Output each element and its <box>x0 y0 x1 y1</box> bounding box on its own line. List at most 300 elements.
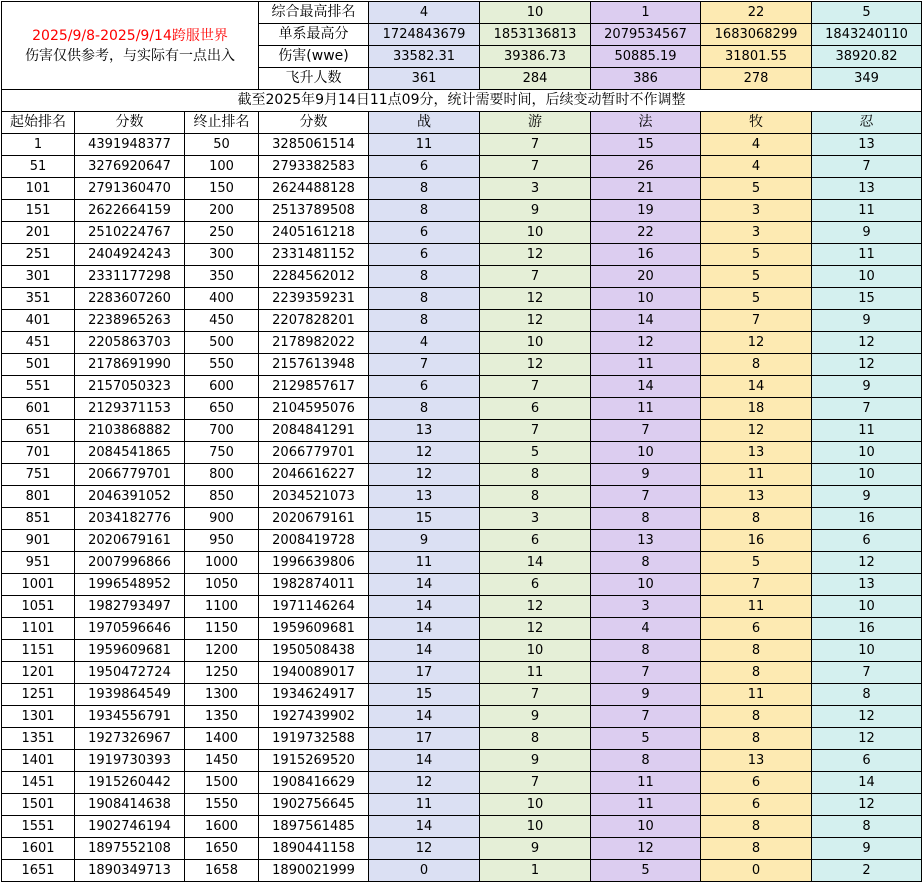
table-row <box>2 684 922 706</box>
table-cell: 12 <box>369 464 480 486</box>
table-cell: 2404924243 <box>75 244 185 266</box>
table-cell: 1658 <box>185 860 259 882</box>
table-cell: 22 <box>591 222 701 244</box>
table-cell: 8 <box>701 640 812 662</box>
table-cell: 1201 <box>2 662 75 684</box>
summary-cell: 2079534567 <box>591 24 701 46</box>
table-row <box>2 750 922 772</box>
table-cell: 2129371153 <box>75 398 185 420</box>
table-cell: 1 <box>2 134 75 156</box>
table-row <box>2 662 922 684</box>
table-cell: 10 <box>812 640 922 662</box>
table-cell: 1902756645 <box>259 794 369 816</box>
summary-cell: 1683068299 <box>701 24 812 46</box>
table-cell: 2084841291 <box>259 420 369 442</box>
table-cell: 5 <box>591 728 701 750</box>
table-cell: 11 <box>591 794 701 816</box>
table-cell: 2066779701 <box>259 442 369 464</box>
table-cell: 3 <box>701 200 812 222</box>
table-cell: 13 <box>701 442 812 464</box>
table-cell: 7 <box>591 662 701 684</box>
table-cell: 7 <box>369 354 480 376</box>
table-cell: 1927439902 <box>259 706 369 728</box>
table-cell: 2 <box>812 860 922 882</box>
table-cell: 8 <box>369 398 480 420</box>
table-cell: 1970596646 <box>75 618 185 640</box>
summary-cell: 10 <box>480 2 591 24</box>
table-cell: 10 <box>591 816 701 838</box>
table-cell: 5 <box>591 860 701 882</box>
table-row <box>2 288 922 310</box>
table-cell: 1934556791 <box>75 706 185 728</box>
table-cell: 51 <box>2 156 75 178</box>
table-cell: 450 <box>185 310 259 332</box>
table-cell: 2793382583 <box>259 156 369 178</box>
summary-label: 单系最高分 <box>259 24 369 46</box>
table-row <box>2 222 922 244</box>
table-row <box>2 442 922 464</box>
disclaimer-note: 伤害仅供参考，与实际有一点出入 <box>25 47 235 64</box>
table-row <box>2 794 922 816</box>
table-cell: 13 <box>812 178 922 200</box>
table-cell: 2104595076 <box>259 398 369 420</box>
table-cell: 14 <box>369 596 480 618</box>
table-cell: 2331481152 <box>259 244 369 266</box>
table-cell: 9 <box>812 376 922 398</box>
table-row <box>2 156 922 178</box>
table-cell: 17 <box>369 662 480 684</box>
table-cell: 250 <box>185 222 259 244</box>
table-cell: 451 <box>2 332 75 354</box>
table-cell: 9 <box>480 750 591 772</box>
summary-cell: 39386.73 <box>480 46 591 68</box>
table-cell: 501 <box>2 354 75 376</box>
table-cell: 8 <box>701 662 812 684</box>
table-cell: 14 <box>701 376 812 398</box>
summary-cell: 1 <box>591 2 701 24</box>
table-cell: 5 <box>701 266 812 288</box>
table-cell: 1982874011 <box>259 574 369 596</box>
table-cell: 1908416629 <box>259 772 369 794</box>
table-cell: 11 <box>701 684 812 706</box>
table-row <box>2 134 922 156</box>
table-cell: 901 <box>2 530 75 552</box>
summary-cell: 22 <box>701 2 812 24</box>
table-cell: 16 <box>812 618 922 640</box>
table-cell: 2046391052 <box>75 486 185 508</box>
table-cell: 1250 <box>185 662 259 684</box>
table-row <box>2 420 922 442</box>
table-cell: 14 <box>591 376 701 398</box>
table-cell: 151 <box>2 200 75 222</box>
summary-cell: 50885.19 <box>591 46 701 68</box>
table-cell: 1908414638 <box>75 794 185 816</box>
table-cell: 6 <box>701 772 812 794</box>
table-cell: 1897561485 <box>259 816 369 838</box>
table-cell: 15 <box>591 134 701 156</box>
table-cell: 1915260442 <box>75 772 185 794</box>
table-cell: 5 <box>701 288 812 310</box>
table-cell: 1897552108 <box>75 838 185 860</box>
column-header: 分数 <box>259 112 369 134</box>
summary-cell: 31801.55 <box>701 46 812 68</box>
table-cell: 14 <box>369 640 480 662</box>
summary-cell: 4 <box>369 2 480 24</box>
table-cell: 0 <box>701 860 812 882</box>
table-cell: 550 <box>185 354 259 376</box>
table-cell: 7 <box>812 398 922 420</box>
table-cell: 951 <box>2 552 75 574</box>
summary-cell: 278 <box>701 68 812 90</box>
table-cell: 7 <box>480 376 591 398</box>
table-cell: 2178691990 <box>75 354 185 376</box>
table-cell: 8 <box>480 486 591 508</box>
table-cell: 201 <box>2 222 75 244</box>
table-cell: 1001 <box>2 574 75 596</box>
table-cell: 6 <box>480 398 591 420</box>
table-cell: 12 <box>369 442 480 464</box>
summary-cell: 38920.82 <box>812 46 922 68</box>
table-cell: 8 <box>369 178 480 200</box>
table-cell: 9 <box>812 222 922 244</box>
table-cell: 1251 <box>2 684 75 706</box>
table-cell: 2513789508 <box>259 200 369 222</box>
table-cell: 2008419728 <box>259 530 369 552</box>
table-cell: 14 <box>812 772 922 794</box>
table-cell: 851 <box>2 508 75 530</box>
table-cell: 11 <box>701 464 812 486</box>
table-cell: 2084541865 <box>75 442 185 464</box>
table-cell: 1919732588 <box>259 728 369 750</box>
table-cell: 14 <box>480 552 591 574</box>
table-cell: 7 <box>591 706 701 728</box>
table-cell: 600 <box>185 376 259 398</box>
table-cell: 13 <box>369 486 480 508</box>
table-cell: 301 <box>2 266 75 288</box>
table-cell: 1151 <box>2 640 75 662</box>
table-cell: 1101 <box>2 618 75 640</box>
table-cell: 12 <box>701 332 812 354</box>
table-cell: 0 <box>369 860 480 882</box>
table-cell: 1982793497 <box>75 596 185 618</box>
table-cell: 401 <box>2 310 75 332</box>
table-cell: 11 <box>369 794 480 816</box>
table-cell: 9 <box>591 464 701 486</box>
table-cell: 19 <box>591 200 701 222</box>
table-cell: 3 <box>480 508 591 530</box>
table-cell: 300 <box>185 244 259 266</box>
table-row <box>2 552 922 574</box>
summary-label: 伤害(wwe) <box>259 46 369 68</box>
table-cell: 1 <box>480 860 591 882</box>
summary-cell: 1724843679 <box>369 24 480 46</box>
summary-cell: 361 <box>369 68 480 90</box>
table-cell: 7 <box>701 574 812 596</box>
table-row <box>2 200 922 222</box>
table-cell: 1501 <box>2 794 75 816</box>
table-cell: 3285061514 <box>259 134 369 156</box>
column-header: 法 <box>591 112 701 134</box>
table-cell: 8 <box>591 750 701 772</box>
table-cell: 1650 <box>185 838 259 860</box>
table-cell: 8 <box>701 728 812 750</box>
table-cell: 9 <box>369 530 480 552</box>
table-cell: 900 <box>185 508 259 530</box>
table-cell: 6 <box>812 530 922 552</box>
table-cell: 12 <box>480 310 591 332</box>
table-cell: 15 <box>369 684 480 706</box>
table-cell: 8 <box>812 684 922 706</box>
table-cell: 1351 <box>2 728 75 750</box>
table-row <box>2 508 922 530</box>
table-cell: 551 <box>2 376 75 398</box>
table-cell: 5 <box>701 244 812 266</box>
table-cell: 13 <box>812 574 922 596</box>
table-cell: 18 <box>701 398 812 420</box>
table-cell: 7 <box>480 156 591 178</box>
table-cell: 12 <box>812 706 922 728</box>
table-cell: 3 <box>701 222 812 244</box>
table-cell: 8 <box>480 464 591 486</box>
table-cell: 12 <box>701 420 812 442</box>
table-row <box>2 178 922 200</box>
table-cell: 4 <box>369 332 480 354</box>
table-cell: 12 <box>480 354 591 376</box>
table-cell: 8 <box>591 552 701 574</box>
summary-label: 综合最高排名 <box>259 2 369 24</box>
table-cell: 6 <box>701 794 812 816</box>
table-cell: 12 <box>480 288 591 310</box>
table-cell: 2066779701 <box>75 464 185 486</box>
table-cell: 9 <box>812 310 922 332</box>
summary-cell: 1853136813 <box>480 24 591 46</box>
table-cell: 10 <box>480 332 591 354</box>
table-cell: 12 <box>591 838 701 860</box>
table-cell: 950 <box>185 530 259 552</box>
table-cell: 1940089017 <box>259 662 369 684</box>
table-cell: 2791360470 <box>75 178 185 200</box>
table-cell: 12 <box>812 794 922 816</box>
table-row <box>2 266 922 288</box>
title-cell <box>2 2 259 90</box>
table-cell: 1934624917 <box>259 684 369 706</box>
table-cell: 26 <box>591 156 701 178</box>
column-header: 分数 <box>75 112 185 134</box>
table-cell: 13 <box>369 420 480 442</box>
table-cell: 2284562012 <box>259 266 369 288</box>
table-cell: 3276920647 <box>75 156 185 178</box>
table-row <box>2 354 922 376</box>
table-row <box>2 244 922 266</box>
table-cell: 4 <box>701 134 812 156</box>
table-cell: 6 <box>369 376 480 398</box>
table-cell: 7 <box>480 266 591 288</box>
table-cell: 17 <box>369 728 480 750</box>
table-cell: 14 <box>369 574 480 596</box>
table-cell: 14 <box>369 750 480 772</box>
table-cell: 1601 <box>2 838 75 860</box>
table-cell: 10 <box>591 442 701 464</box>
table-cell: 2205863703 <box>75 332 185 354</box>
table-cell: 1600 <box>185 816 259 838</box>
date-range-title: 2025/9/8-2025/9/14跨服世界 <box>32 27 228 44</box>
table-cell: 2331177298 <box>75 266 185 288</box>
table-cell: 7 <box>480 420 591 442</box>
table-cell: 11 <box>701 596 812 618</box>
table-cell: 2207828201 <box>259 310 369 332</box>
table-cell: 1959609681 <box>259 618 369 640</box>
table-row <box>2 530 922 552</box>
table-cell: 11 <box>591 772 701 794</box>
table-cell: 1000 <box>185 552 259 574</box>
table-cell: 11 <box>369 134 480 156</box>
summary-cell: 1843240110 <box>812 24 922 46</box>
table-cell: 7 <box>480 772 591 794</box>
table-cell: 7 <box>480 134 591 156</box>
table-cell: 12 <box>812 332 922 354</box>
table-cell: 50 <box>185 134 259 156</box>
table-row <box>2 816 922 838</box>
table-cell: 1551 <box>2 816 75 838</box>
table-cell: 11 <box>591 354 701 376</box>
table-cell: 651 <box>2 420 75 442</box>
table-cell: 12 <box>480 244 591 266</box>
summary-section <box>2 2 922 134</box>
table-cell: 10 <box>480 794 591 816</box>
table-row <box>2 464 922 486</box>
ranking-rows <box>2 134 922 882</box>
table-cell: 1100 <box>185 596 259 618</box>
table-cell: 10 <box>480 816 591 838</box>
table-cell: 12 <box>591 332 701 354</box>
table-cell: 10 <box>812 442 922 464</box>
table-cell: 200 <box>185 200 259 222</box>
table-cell: 8 <box>701 838 812 860</box>
table-cell: 2238965263 <box>75 310 185 332</box>
table-cell: 6 <box>369 156 480 178</box>
table-cell: 15 <box>812 288 922 310</box>
table-cell: 1500 <box>185 772 259 794</box>
table-cell: 251 <box>2 244 75 266</box>
table-cell: 8 <box>701 354 812 376</box>
table-cell: 1996639806 <box>259 552 369 574</box>
table-cell: 12 <box>812 552 922 574</box>
table-cell: 8 <box>369 266 480 288</box>
table-cell: 1450 <box>185 750 259 772</box>
table-cell: 8 <box>591 508 701 530</box>
table-cell: 101 <box>2 178 75 200</box>
table-cell: 1401 <box>2 750 75 772</box>
table-cell: 2157050323 <box>75 376 185 398</box>
table-row <box>2 398 922 420</box>
table-cell: 601 <box>2 398 75 420</box>
table-cell: 7 <box>480 684 591 706</box>
table-cell: 7 <box>812 156 922 178</box>
table-cell: 1902746194 <box>75 816 185 838</box>
table-cell: 1451 <box>2 772 75 794</box>
table-cell: 1150 <box>185 618 259 640</box>
table-cell: 2020679161 <box>259 508 369 530</box>
table-cell: 2405161218 <box>259 222 369 244</box>
table-cell: 1051 <box>2 596 75 618</box>
table-cell: 11 <box>812 244 922 266</box>
table-cell: 2239359231 <box>259 288 369 310</box>
table-cell: 6 <box>480 574 591 596</box>
table-cell: 2103868882 <box>75 420 185 442</box>
table-cell: 16 <box>591 244 701 266</box>
table-cell: 1890441158 <box>259 838 369 860</box>
table-cell: 10 <box>591 288 701 310</box>
table-cell: 13 <box>701 750 812 772</box>
table-cell: 1939864549 <box>75 684 185 706</box>
table-cell: 2034182776 <box>75 508 185 530</box>
table-row <box>2 640 922 662</box>
table-row <box>2 376 922 398</box>
table-cell: 14 <box>369 816 480 838</box>
column-header-row <box>2 112 922 134</box>
table-cell: 20 <box>591 266 701 288</box>
table-cell: 8 <box>480 728 591 750</box>
table-cell: 12 <box>369 838 480 860</box>
table-cell: 9 <box>480 706 591 728</box>
table-cell: 801 <box>2 486 75 508</box>
summary-label: 飞升人数 <box>259 68 369 90</box>
table-row <box>2 728 922 750</box>
table-row <box>2 332 922 354</box>
table-cell: 5 <box>701 178 812 200</box>
table-cell: 11 <box>591 398 701 420</box>
table-cell: 7 <box>701 310 812 332</box>
summary-cell: 349 <box>812 68 922 90</box>
table-cell: 11 <box>480 662 591 684</box>
table-cell: 1971146264 <box>259 596 369 618</box>
table-cell: 1959609681 <box>75 640 185 662</box>
table-cell: 5 <box>701 552 812 574</box>
table-cell: 16 <box>701 530 812 552</box>
table-cell: 13 <box>591 530 701 552</box>
table-cell: 9 <box>812 838 922 860</box>
table-cell: 14 <box>369 706 480 728</box>
table-cell: 4 <box>591 618 701 640</box>
table-cell: 8 <box>701 706 812 728</box>
table-cell: 2046616227 <box>259 464 369 486</box>
table-cell: 1200 <box>185 640 259 662</box>
table-cell: 8 <box>369 200 480 222</box>
table-cell: 10 <box>480 640 591 662</box>
table-row <box>2 838 922 860</box>
table-cell: 1300 <box>185 684 259 706</box>
table-cell: 1550 <box>185 794 259 816</box>
table-cell: 9 <box>480 200 591 222</box>
table-cell: 1651 <box>2 860 75 882</box>
table-cell: 10 <box>812 464 922 486</box>
table-cell: 7 <box>591 420 701 442</box>
table-row <box>2 706 922 728</box>
table-cell: 1950472724 <box>75 662 185 684</box>
table-cell: 12 <box>480 596 591 618</box>
table-cell: 2178982022 <box>259 332 369 354</box>
column-header: 战 <box>369 112 480 134</box>
table-cell: 10 <box>591 574 701 596</box>
table-cell: 10 <box>812 266 922 288</box>
table-cell: 7 <box>812 662 922 684</box>
table-row <box>2 618 922 640</box>
table-cell: 8 <box>369 288 480 310</box>
summary-cell: 33582.31 <box>369 46 480 68</box>
table-cell: 1927326967 <box>75 728 185 750</box>
table-cell: 800 <box>185 464 259 486</box>
table-cell: 751 <box>2 464 75 486</box>
